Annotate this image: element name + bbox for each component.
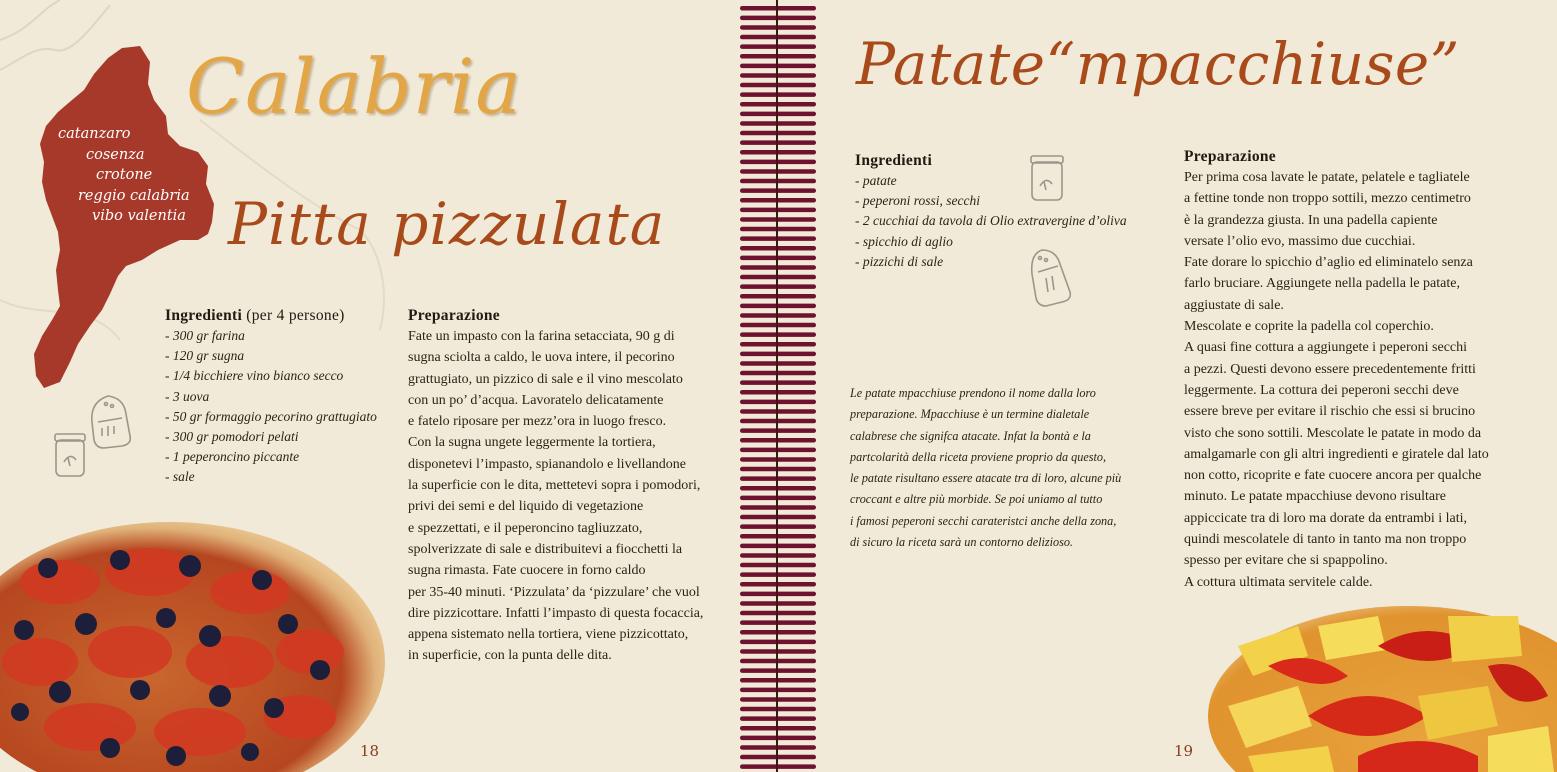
note-line: le patate risultano essere atacate tra di loro, alcune più <box>850 471 1122 486</box>
binding-ring <box>740 467 816 472</box>
note-line: Le patate mpacchiuse prendono il nome dalla loro <box>850 386 1096 400</box>
binding-ring <box>740 44 816 49</box>
prep-line: e fatelo riposare per mezz’ora in luogo fresco. <box>408 414 667 430</box>
binding-ring <box>740 486 816 491</box>
province: reggio calabria <box>78 187 190 204</box>
binding-ring <box>740 92 816 97</box>
ingredients-list <box>855 171 1155 272</box>
ingredients-heading <box>165 307 400 325</box>
binding-ring <box>740 198 816 203</box>
binding-ring <box>740 227 816 232</box>
binding-ring <box>740 601 816 606</box>
binding-ring <box>740 246 816 251</box>
prep-line: è la grandezza giusta. In una padella capiente <box>1184 212 1438 228</box>
pitta-pizza-image <box>0 512 385 772</box>
ingredients-section <box>165 307 400 488</box>
binding-ring <box>740 6 816 11</box>
binding-ring <box>740 83 816 88</box>
binding-ring <box>740 496 816 501</box>
binding-ring <box>740 313 816 318</box>
prep-line: Con la sugna ungete leggermente la tortiera, <box>408 435 656 451</box>
province: vibo valentia <box>92 208 186 224</box>
binding-ring <box>740 582 816 587</box>
binding-ring <box>740 169 816 174</box>
prep-line: con un po’ d’acqua. Lavoratelo delicatamente <box>408 392 664 408</box>
binding-ring <box>740 208 816 213</box>
binding-ring <box>740 764 816 769</box>
binding-ring <box>740 649 816 654</box>
binding-ring <box>740 342 816 347</box>
note-line: croccant e altre più morbide. Se poi uniamo al tutto <box>850 492 1103 507</box>
binding-ring <box>740 304 816 309</box>
preparation-heading: Preparazione <box>1184 148 1276 165</box>
ingredients-heading-note: (per 4 persone) <box>246 307 345 324</box>
binding-ring <box>740 160 816 165</box>
prep-line: dire pizzicottare. Infatti l’impasto di questa focaccia, <box>408 605 704 621</box>
ingredient-item: - spicchio di aglio <box>855 233 953 249</box>
prep-line: a fettine tonde non troppo sottili, mezzo centimetro <box>1184 191 1471 207</box>
binding-ring <box>740 668 816 673</box>
prep-line: Per prima cosa lavate le patate, pelatele e tagliatele <box>1184 170 1470 185</box>
book-spine <box>776 0 778 772</box>
binding-ring <box>740 371 816 376</box>
binding-ring <box>740 179 816 184</box>
binding-ring <box>740 112 816 117</box>
ingredient-item: - patate <box>855 173 897 188</box>
binding-ring <box>740 236 816 241</box>
patate-peperoni-image <box>1208 606 1557 772</box>
prep-line: essere breve per evitare il rischio che essi si brucino <box>1184 404 1476 420</box>
prep-line: leggermente. La cottura dei peperoni secchi deve <box>1184 382 1459 398</box>
ingredient-item: - 300 gr pomodori pelati <box>165 429 299 445</box>
binding-ring <box>740 428 816 433</box>
binding-ring <box>740 563 816 568</box>
binding-ring <box>740 121 816 126</box>
prep-line: A quasi fine cottura a aggiungete i peperoni secchi <box>1184 340 1468 356</box>
binding-ring <box>740 323 816 328</box>
ingredient-item: - 50 gr formaggio pecorino grattugiato <box>165 408 377 424</box>
prep-line: spesso per evitare che si spappolino. <box>1184 553 1388 569</box>
binding-ring <box>740 400 816 405</box>
recipe-note <box>850 383 1150 553</box>
ingredient-item: - 3 uova <box>165 388 210 404</box>
note-line: preparazione. Mpacchiuse è un termine dialetale <box>850 407 1090 422</box>
ingredient-item: - 1/4 bicchiere vino bianco secco <box>165 368 344 384</box>
binding-ring <box>740 332 816 337</box>
province: cosenza <box>86 146 145 163</box>
spice-jars-icon <box>1026 152 1086 312</box>
prep-line: e spezzettati, e il peperoncino tagliuzzato, <box>408 520 643 536</box>
ingredient-item: - pizzichi di sale <box>855 253 944 269</box>
binding-ring <box>740 409 816 414</box>
binding-ring <box>740 524 816 529</box>
binding-ring <box>740 457 816 462</box>
binding-ring <box>740 390 816 395</box>
binding-ring <box>740 659 816 664</box>
spiral-binding <box>738 0 818 772</box>
prep-line: versate l’olio evo, massimo due cucchiai. <box>1184 233 1416 249</box>
preparation-section <box>1184 148 1554 593</box>
prep-line: sugna sciolta a caldo, le uova intere, il pecorino <box>408 350 675 366</box>
binding-ring <box>740 505 816 510</box>
binding-ring <box>740 688 816 693</box>
binding-ring <box>740 745 816 750</box>
ingredients-heading: Ingredienti <box>855 152 933 169</box>
prep-line: amalgamarle con gli altri ingredienti e giratele dal lato <box>1184 446 1489 462</box>
prep-line: sugna rimasta. Fate cuocere in forno caldo <box>408 563 646 579</box>
binding-ring <box>740 352 816 357</box>
note-line: di sicuro la riceta sarà un contorno delizioso. <box>850 535 1073 550</box>
ingredient-item: - peperoni rossi, secchi <box>855 193 980 209</box>
province: catanzaro <box>58 126 131 142</box>
binding-ring <box>740 592 816 597</box>
prep-line: Fate un impasto con la farina setacciata, 90 g di <box>408 329 675 344</box>
binding-ring <box>740 620 816 625</box>
prep-line: la superficie con le dita, mettetevi sopra i pomodori, <box>408 478 701 494</box>
prep-line: appena sistemato nella tortiera, viene pizzicottato, <box>408 627 689 643</box>
prep-line: grattugiato, un pizzico di sale e il vino mescolato <box>408 371 683 387</box>
prep-line: Fate dorare lo spicchio d’aglio ed eliminatelo senza <box>1184 255 1473 271</box>
prep-line: minuto. Le patate mpacchiuse devono risultare <box>1184 489 1447 505</box>
binding-ring <box>740 544 816 549</box>
binding-ring <box>740 35 816 40</box>
binding-ring <box>740 265 816 270</box>
preparation-section <box>408 307 738 667</box>
prep-line: farlo bruciare. Aggiungete nella padella le patate, <box>1184 276 1460 292</box>
note-line: calabrese che signifca atacate. Infat la bontà e la <box>850 428 1091 443</box>
province: crotone <box>96 167 153 183</box>
page-number: 19 <box>1174 742 1194 760</box>
ingredients-list <box>165 326 400 488</box>
prep-line: quindi mescolatele di tanto in tanto ma non troppo <box>1184 532 1467 548</box>
recipe-title: Pitta pizzulata <box>228 190 666 258</box>
note-line: partcolarità della riceta proviene proprio da questo, <box>850 449 1107 464</box>
binding-ring <box>740 284 816 289</box>
binding-ring <box>740 131 816 136</box>
binding-ring <box>740 217 816 222</box>
prep-line: privi dei semi e del liquido di vegetazione <box>408 499 644 515</box>
binding-ring <box>740 361 816 366</box>
right-page <box>778 0 1557 772</box>
binding-ring <box>740 630 816 635</box>
prep-line: A cottura ultimata servitele calde. <box>1184 574 1373 590</box>
binding-ring <box>740 678 816 683</box>
ingredient-item: - 1 peperoncino piccante <box>165 449 300 465</box>
binding-ring <box>740 640 816 645</box>
page-number: 18 <box>360 742 380 760</box>
binding-ring <box>740 611 816 616</box>
prep-line: disponetevi l’impasto, spianandolo e livellandone <box>408 456 686 472</box>
preparation-text <box>408 326 738 667</box>
binding-ring <box>740 16 816 21</box>
ingredient-item: - 120 gr sugna <box>165 348 245 364</box>
prep-line: Mescolate e coprite la padella col coperchio. <box>1184 319 1434 335</box>
prep-line: appiccicate tra di loro ma dorate da entrambi i lati, <box>1184 510 1467 526</box>
binding-ring <box>740 572 816 577</box>
prep-line: a pezzi. Questi devono essere precedentemente fritti <box>1184 361 1476 377</box>
binding-ring <box>740 438 816 443</box>
prep-line: spolverizzate di sale e distribuitevi a fiocchetti la <box>408 541 683 557</box>
binding-ring <box>740 736 816 741</box>
binding-ring <box>740 697 816 702</box>
ingredients-heading-text: Ingredienti <box>165 307 243 324</box>
spice-jars-icon <box>50 392 140 484</box>
binding-ring <box>740 419 816 424</box>
binding-ring <box>740 380 816 385</box>
binding-ring <box>740 102 816 107</box>
binding-ring <box>740 73 816 78</box>
prep-line: aggiustate di sale. <box>1184 297 1284 313</box>
province-list <box>58 124 190 227</box>
binding-ring <box>740 755 816 760</box>
binding-ring <box>740 707 816 712</box>
binding-ring <box>740 188 816 193</box>
binding-ring <box>740 534 816 539</box>
prep-line: per 35-40 minuti. ‘Pizzulata’ da ‘pizzulare’ che vuol <box>408 584 700 600</box>
binding-ring <box>740 25 816 30</box>
prep-line: visto che sono sottili. Mescolate le patate in modo da <box>1184 425 1482 441</box>
binding-ring <box>740 448 816 453</box>
binding-ring <box>740 256 816 261</box>
preparation-heading: Preparazione <box>408 307 500 324</box>
binding-ring <box>740 140 816 145</box>
binding-ring <box>740 275 816 280</box>
binding-ring <box>740 150 816 155</box>
binding-ring <box>740 476 816 481</box>
ingredient-item: - sale <box>165 469 195 485</box>
ingredient-item: - 300 gr farina <box>165 328 245 343</box>
left-page <box>0 0 778 772</box>
preparation-text <box>1184 167 1554 593</box>
binding-ring <box>740 716 816 721</box>
binding-ring <box>740 553 816 558</box>
binding-ring <box>740 515 816 520</box>
ingredients-section <box>855 152 1155 272</box>
binding-ring <box>740 64 816 69</box>
ingredient-item: - 2 cucchiai da tavola di Olio extravergine d’oliva <box>855 213 1127 229</box>
binding-ring <box>740 294 816 299</box>
binding-ring <box>740 54 816 59</box>
note-line: i famosi peperoni secchi carateristci anche della zona, <box>850 513 1117 528</box>
prep-line: non cotto, ricoprite e fate cuocere ancora per qualche <box>1184 468 1482 484</box>
prep-line: in superficie, con la punta delle dita. <box>408 648 612 664</box>
binding-ring <box>740 726 816 731</box>
region-title: Calabria <box>186 42 522 131</box>
recipe-title: Patate“mpacchiuse” <box>856 30 1460 98</box>
